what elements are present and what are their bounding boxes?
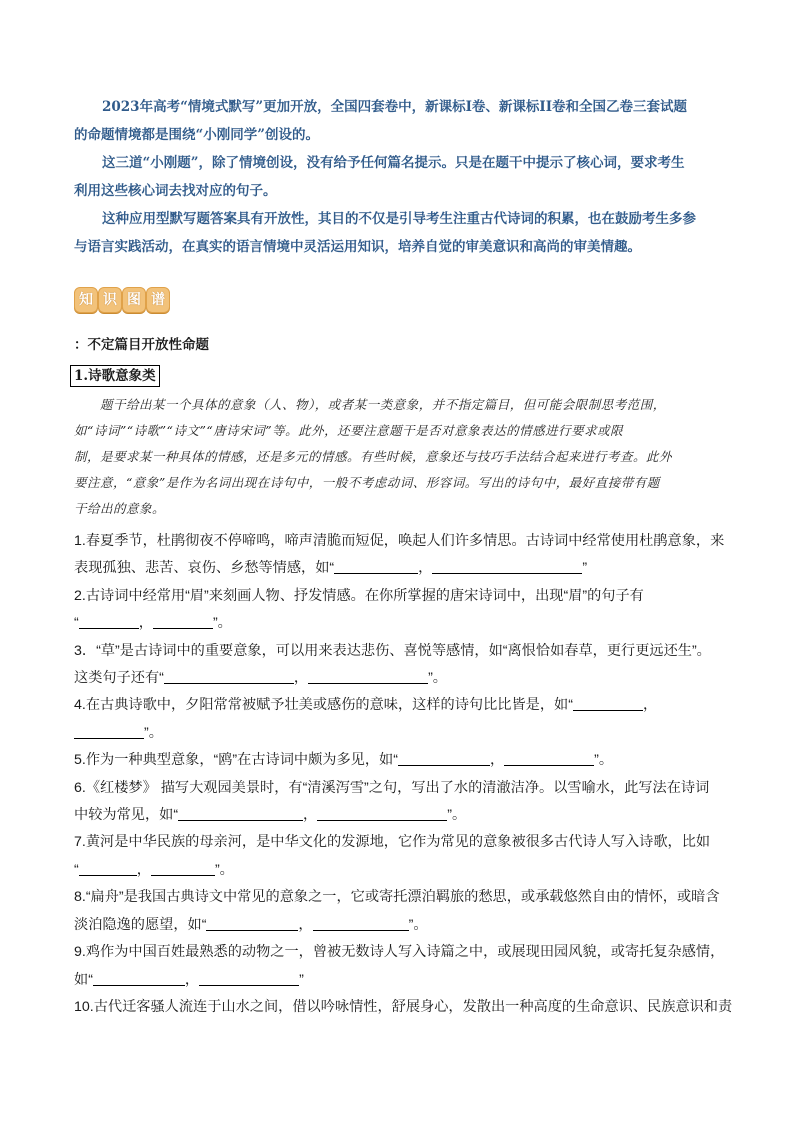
answer-blank[interactable]	[178, 806, 303, 821]
answer-blank[interactable]	[334, 559, 418, 574]
answer-blank[interactable]	[308, 669, 428, 684]
answer-blank[interactable]	[199, 971, 299, 986]
intro-paragraph-2	[74, 149, 724, 177]
explanation-line: 制，是要求某一种具体的情感，还是多元的情感。有些时候，意象还与技巧手法结合起来进行考查。此外	[74, 449, 673, 464]
intro-text: 与语言实践活动，在真实的语言情境中灵活运用知识，培养自觉的审美意识和高尚的审美情趣。	[74, 239, 641, 255]
intro-text: 的命题情境都是围绕“小刚同学”创设的。	[74, 127, 320, 143]
answer-blank[interactable]	[206, 916, 298, 931]
intro-paragraph-1	[74, 93, 724, 121]
question-1: 1.春夏季节，杜鹃彻夜不停啼鸣，啼声清脆而短促，唤起人们许多情思。古诗词中经常使用杜鹃意象，来 表现孤独、悲苦、哀伤、乡愁等情感，如“ ， ”	[74, 533, 725, 577]
question-8: 8.“扁舟”是我国古典诗文中常见的意象之一，它或寄托漂泊羁旅的愁思，或承载悠然自由的情怀，或暗含 淡泊隐逸的愿望，如“ ， ”。	[74, 889, 720, 933]
knowledge-map-badge	[74, 285, 172, 315]
section-heading: ：不定篇目开放性命题	[74, 337, 209, 353]
intro-paragraph-3-cont	[74, 233, 724, 261]
question-2: 2.古诗词中经常用“眉”来刻画人物、抒发情感。在你所掌握的唐宋诗词中，出现“眉”的句子有 “ ， ”。	[74, 587, 644, 632]
question-9: 9.鸡作为中国百姓最熟悉的动物之一，曾被无数诗人写入诗篇之中，或展现田园风貌，或寄托复杂感情， 如“ ， ”	[74, 944, 725, 988]
explanation-line: 题干给出某一个具体的意象（人、物），或者某一类意象，并不指定篇目，但可能会限制思考范围，	[100, 397, 666, 412]
intro-text: 利用这些核心词去找对应的句子。	[74, 183, 277, 199]
answer-blank[interactable]	[432, 559, 582, 574]
answer-blank[interactable]	[151, 861, 215, 876]
answer-blank[interactable]	[93, 971, 185, 986]
intro-paragraph-2-cont	[74, 177, 724, 205]
explanation-line: 要注意，“意象”是作为名词出现在诗句中，一般不考虑动词、形容词。写出的诗句中，最好直接带有题	[74, 475, 660, 490]
explanation-block	[74, 392, 724, 522]
answer-blank[interactable]	[164, 669, 294, 684]
intro-paragraph-1-cont	[74, 121, 724, 149]
question-3: 3．“草”是古诗词中的重要意象，可以用来表达悲伤、喜悦等感情，如“离恨恰如春草，更行更远还生”。 这类句子还有“ ， ”。	[74, 642, 711, 687]
explanation-line: 干给出的意象。	[74, 501, 166, 516]
badge-tile: 图	[122, 287, 146, 313]
answer-blank[interactable]	[153, 614, 213, 629]
answer-blank[interactable]	[79, 861, 137, 876]
answer-blank[interactable]	[573, 696, 643, 711]
answer-blank[interactable]	[398, 751, 490, 766]
question-list	[74, 528, 734, 1021]
answer-blank[interactable]	[317, 806, 447, 821]
intro-text: 这种应用型默写题答案具有开放性，其目的不仅是引导考生注重古代诗词的积累，也在鼓励考生多参	[102, 211, 696, 227]
category-label: 1.诗歌意象类	[70, 365, 160, 387]
badge-tile: 谱	[146, 287, 170, 313]
explanation-line: 如“诗词”“诗歌”“诗文”“唐诗宋词”等。此外，还要注意题干是否对意象表达的情感进行要求或限	[74, 423, 624, 438]
badge-tile: 知	[74, 287, 98, 313]
question-5: 5.作为一种典型意象，“鸥”在古诗词中颇为多见，如“ ， ”。	[74, 752, 614, 769]
answer-blank[interactable]	[74, 724, 144, 739]
badge-tile: 识	[98, 287, 122, 313]
intro-paragraph-3	[74, 205, 724, 233]
answer-blank[interactable]	[79, 614, 139, 629]
question-10: 10.古代迁客骚人流连于山水之间，借以吟咏情性，舒展身心，发散出一种高度的生命意识、民族意识和责	[74, 998, 733, 1015]
question-7: 7.黄河是中华民族的母亲河，是中华文化的发源地，它作为常见的意象被很多古代诗人写入诗歌，比如 “ ， ”。	[74, 834, 711, 878]
answer-blank[interactable]	[313, 916, 409, 931]
answer-blank[interactable]	[504, 751, 594, 766]
intro-text: 这三道“小刚题”，除了情境创设，没有给予任何篇名提示。只是在题干中提示了核心词，要求考生	[102, 155, 685, 171]
question-4: 4.在古典诗歌中，夕阳常常被赋予壮美或感伤的意味，这样的诗句比比皆是，如“ ， ”。	[74, 697, 658, 741]
intro-text: 2023年高考“情境式默写”更加开放，全国四套卷中，新课标Ⅰ卷、新课标II卷和全国乙卷三套试题	[102, 99, 688, 115]
question-6: 6.《红楼梦》 描写大观园美景时，有“清溪泻雪”之句，写出了水的清澈洁净。以雪喻水，此写法在诗词 中较为常见，如“ ， ”。	[74, 779, 710, 824]
intro-block	[74, 93, 724, 261]
